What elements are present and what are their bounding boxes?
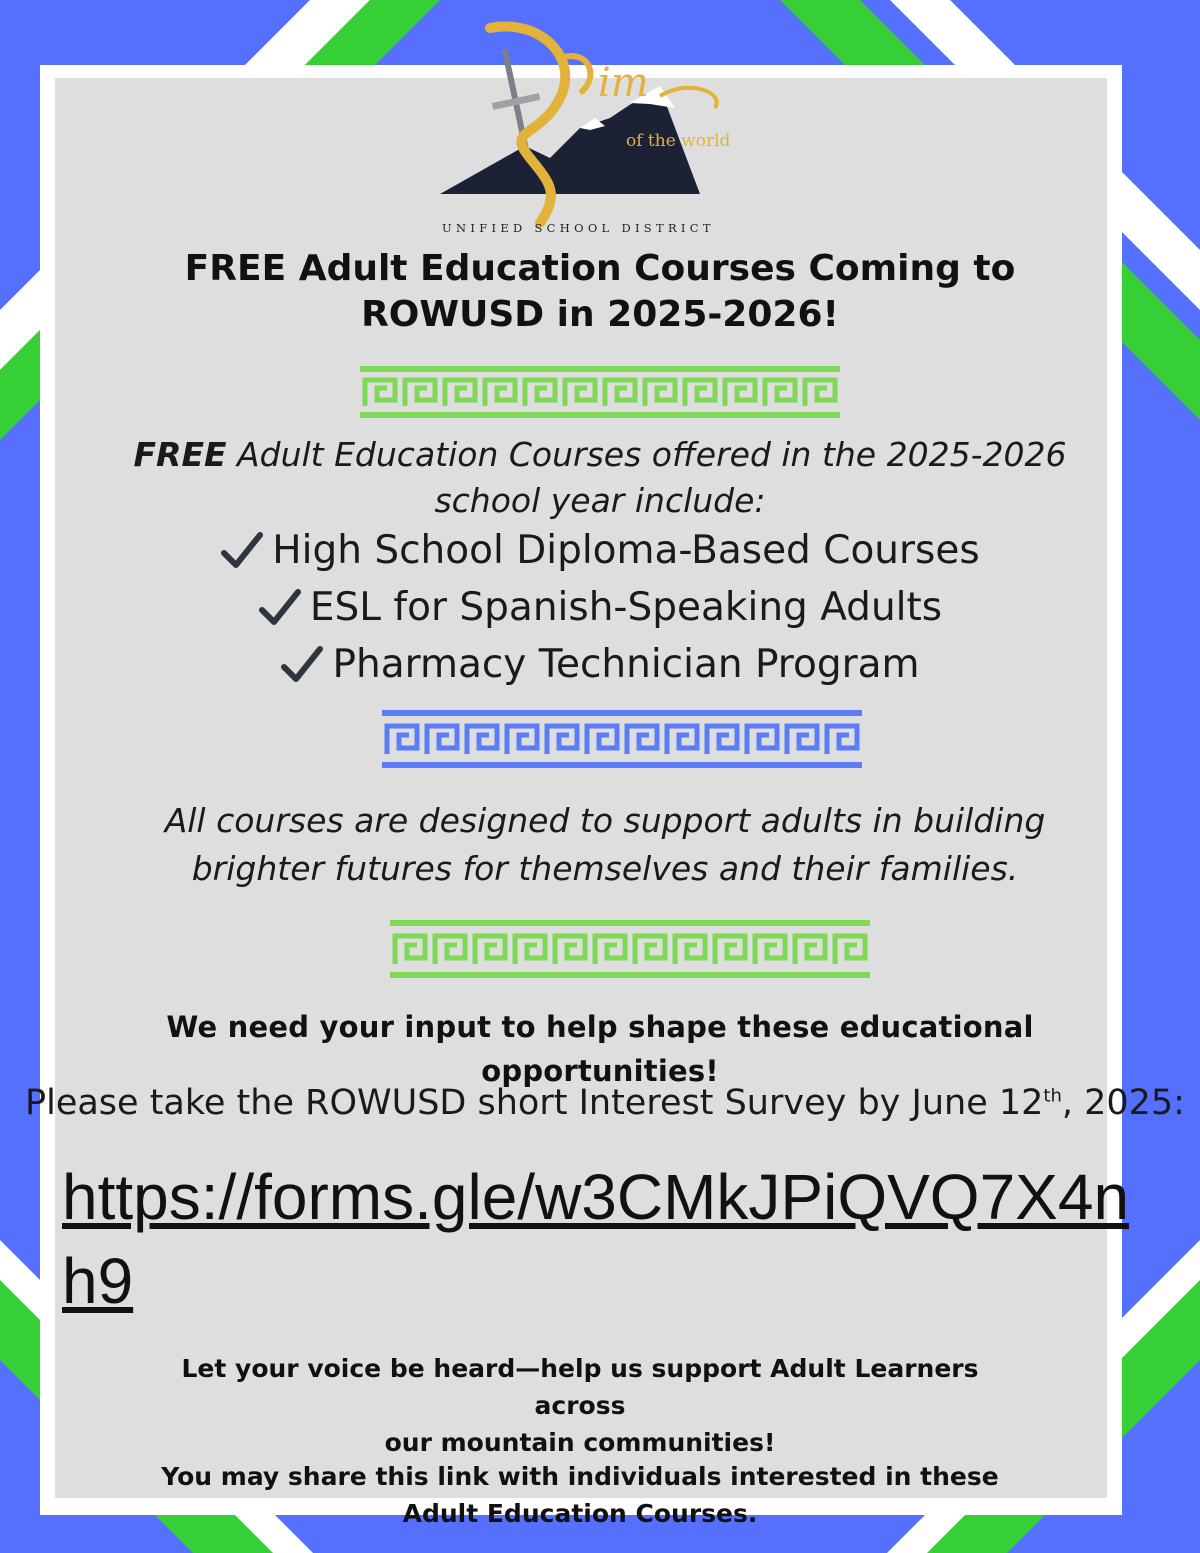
- intro-line-2: school year include:: [434, 481, 766, 520]
- headline: [150, 246, 1050, 338]
- support-text: [100, 797, 1110, 893]
- survey-prefix: Please take the ROWUSD short Interest Survey by June 12: [25, 1083, 1044, 1123]
- course-label: High School Diploma-Based Courses: [272, 528, 980, 573]
- logo-district: UNIFIED SCHOOL DISTRICT: [442, 221, 715, 235]
- course-label: ESL for Spanish-Speaking Adults: [309, 585, 943, 630]
- check-icon: [220, 531, 264, 571]
- logo-script-text: im: [598, 60, 649, 106]
- logo-tagline: of the world: [626, 131, 731, 151]
- meander-border-green-top: [360, 366, 840, 418]
- intro-rest: Adult Education Courses offered in the 2025-2026: [226, 435, 1067, 474]
- list-item: [100, 636, 1100, 693]
- share-line-2: Adult Education Courses.: [402, 1499, 758, 1528]
- meander-border-green-bottom: [390, 920, 870, 978]
- voice-line-2: our mountain communities!: [384, 1428, 776, 1457]
- support-line-1: All courses are designed to support adults in building: [164, 801, 1046, 840]
- headline-line-1: FREE Adult Education Courses Coming to: [184, 248, 1016, 289]
- list-item: [100, 522, 1100, 579]
- support-line-2: brighter futures for themselves and their families.: [191, 849, 1019, 888]
- intro-bold: FREE: [133, 435, 227, 474]
- meander-border-blue: [382, 710, 862, 768]
- share-line-1: You may share this link with individuals interested in these: [161, 1462, 999, 1491]
- voice-text: [150, 1350, 1010, 1461]
- course-label: Pharmacy Technician Program: [332, 642, 920, 687]
- intro-text: [100, 432, 1100, 524]
- course-list: [100, 522, 1100, 693]
- list-item: [100, 579, 1100, 636]
- voice-line-1: Let your voice be heard—help us support Adult Learners across: [181, 1354, 979, 1420]
- survey-suffix: , 2025:: [1061, 1083, 1185, 1123]
- share-text: [150, 1458, 1010, 1532]
- survey-sup: th: [1043, 1085, 1062, 1107]
- headline-line-2: ROWUSD in 2025-2026!: [361, 294, 839, 335]
- check-icon: [258, 588, 302, 628]
- check-icon: [280, 645, 324, 685]
- district-logo: [430, 18, 760, 243]
- survey-link[interactable]: https://forms.gle/w3CMkJPiQVQ7X4nh9: [62, 1161, 1130, 1317]
- input-call-text: We need your input to help shape these educational opportunities!: [166, 1010, 1034, 1088]
- survey-instruction: [10, 1078, 1200, 1128]
